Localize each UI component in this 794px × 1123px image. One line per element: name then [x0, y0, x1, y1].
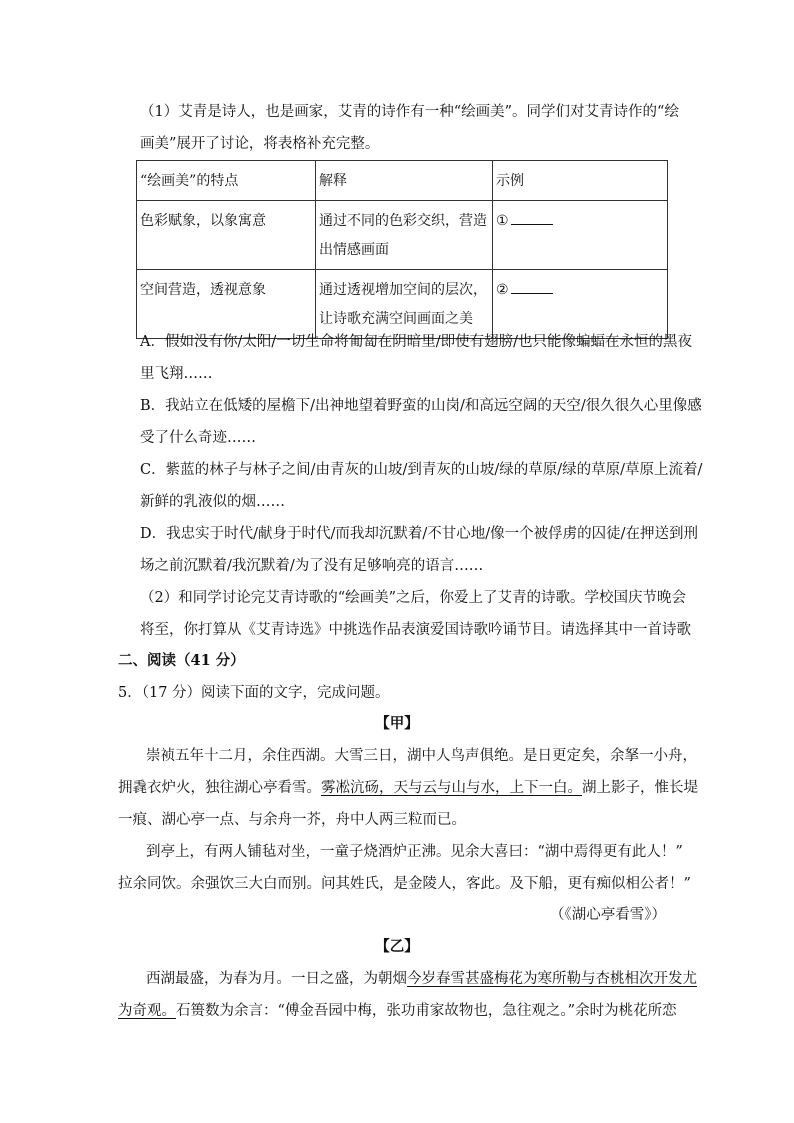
- row2-example-number: ②: [496, 282, 509, 298]
- header-example: 示例: [493, 161, 668, 201]
- jia-p1-line-3: 一痕、湖心亭一点、与余舟一芥，舟中人两三粒而已。: [118, 812, 466, 828]
- jia-heading: 【甲】: [375, 715, 419, 732]
- table-row: [137, 270, 668, 339]
- answer-blank-2[interactable]: [511, 279, 553, 294]
- row1-feature: 色彩赋象，以象寓意: [137, 201, 316, 270]
- table-row: [137, 201, 668, 270]
- q2-line-1: （2）和同学讨论完艾青诗歌的“绘画美”之后，你爱上了艾青的诗歌。学校国庆节晚会: [140, 590, 687, 606]
- jia-p2-line-1: 到亭上，有两人铺毡对坐，一童子烧酒炉正沸。见余大喜曰：“湖中焉得更有此人！”: [146, 844, 683, 860]
- q2-line-2: 将至，你打算从《艾青诗选》中挑选作品表演爱国诗歌吟诵节目。请选择其中一首诗歌: [140, 622, 691, 638]
- option-b-line-2: 受了什么奇迹……: [140, 430, 256, 446]
- yi-underlined-sentence-part2: 为奇观。: [118, 1003, 176, 1019]
- option-c-line-2: 新鲜的乳液似的烟……: [140, 494, 285, 510]
- answer-blank-1[interactable]: [511, 210, 553, 225]
- option-d-line-2: 场之前沉默着/我沉默着/为了没有足够响亮的语言……: [140, 558, 484, 574]
- painting-beauty-table: [136, 160, 668, 339]
- jia-p1-line-2-end: 湖上影子，惟长堤: [582, 780, 698, 796]
- row1-example-number: ①: [496, 213, 509, 229]
- option-a-line-1: A．假如没有你/太阳/一切生命将匍匐在阴暗里/即使有翅膀/也只能像蝙蝠在永恒的黑夜: [140, 334, 693, 350]
- option-c-line-1: C．紫蓝的林子与林子之间/由青灰的山坡/到青灰的山坡/绿的草原/绿的草原/草原上流着/: [140, 462, 703, 478]
- yi-line-1-start: 西湖最盛，为春为月。一日之盛，为朝烟: [146, 971, 407, 987]
- intro-line-2: 画美”展开了讨论，将表格补充完整。: [140, 136, 380, 152]
- intro-line-1: （1）艾青是诗人，也是画家，艾青的诗作有一种“绘画美”。同学们对艾青诗作的“绘: [140, 104, 679, 120]
- option-a-line-2: 里飞翔……: [140, 366, 213, 382]
- jia-p2-line-2: 拉余同饮。余强饮三大白而别。问其姓氏，是金陵人，客此。及下船，更有痴似相公者！”: [118, 876, 691, 892]
- row1-example[interactable]: [493, 201, 668, 270]
- row2-explain-line2: 让诗歌充满空间画面之美: [319, 311, 473, 327]
- jia-p1-line-2-start: 拥毳衣炉火，独往湖心亭看雪。: [118, 780, 321, 796]
- yi-line-1: [146, 969, 697, 989]
- row2-explain: [316, 270, 493, 339]
- header-explain: 解释: [316, 161, 493, 201]
- option-b-line-1: B．我站立在低矮的屋檐下/出神地望着野蛮的山岗/和高远空阔的天空/很久很久心里像感: [140, 398, 702, 414]
- jia-source: （《湖心亭看雪》）: [550, 907, 666, 923]
- question-5-prompt: 5．（17 分）阅读下面的文字，完成问题。: [118, 685, 390, 701]
- table-header-row: [137, 161, 668, 201]
- yi-line-2-end: 石篑数为余言：“傅金吾园中梅，张功甫家故物也，急往观之。”余时为桃花所恋: [176, 1003, 677, 1019]
- jia-underlined-sentence: 雾凇沆砀，天与云与山与水，上下一白。: [321, 780, 582, 796]
- yi-line-2: [118, 1001, 677, 1021]
- row1-explain-line1: 通过不同的色彩交织，营造: [319, 213, 487, 229]
- row2-example[interactable]: [493, 270, 668, 339]
- jia-p1-line-2: [118, 778, 698, 798]
- yi-underlined-sentence-part1: 今岁春雪甚盛梅花为寒所勒与杏桃相次开发尤: [407, 971, 697, 987]
- row2-explain-line1: 通过透视增加空间的层次，: [319, 282, 487, 298]
- header-feature: “绘画美”的特点: [137, 161, 316, 201]
- row1-explain-line2: 出情感画面: [319, 242, 389, 258]
- section-title: 二、阅读（41 分）: [118, 652, 245, 669]
- jia-p1-line-1: 崇祯五年十二月，余住西湖。大雪三日，湖中人鸟声俱绝。是日更定矣，余拏一小舟，: [146, 748, 697, 764]
- row1-explain: [316, 201, 493, 270]
- option-d-line-1: D．我忠实于时代/献身于时代/而我却沉默着/不甘心地/像一个被俘虏的囚徒/在押送到刑: [140, 526, 699, 542]
- yi-heading: 【乙】: [375, 938, 419, 955]
- row2-feature: 空间营造，透视意象: [137, 270, 316, 339]
